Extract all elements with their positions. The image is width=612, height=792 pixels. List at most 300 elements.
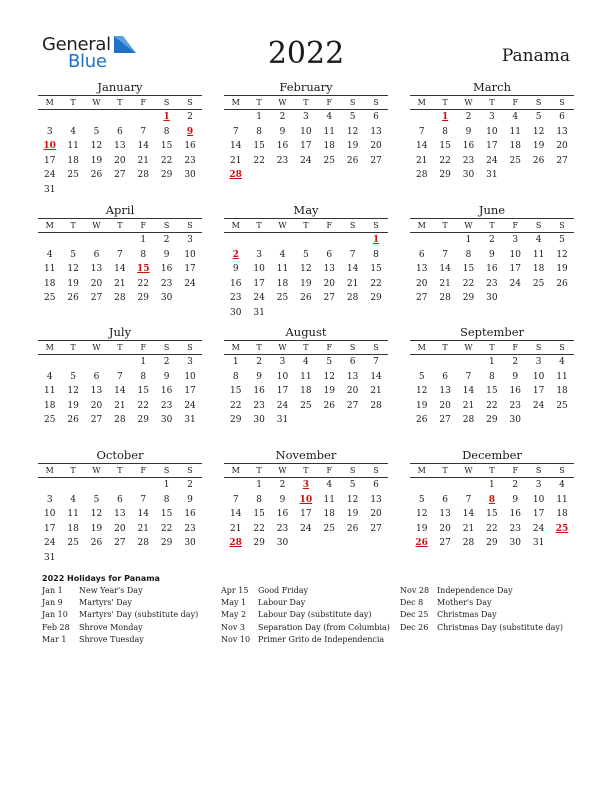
day-cell: 30 <box>253 415 265 426</box>
day-cell: 26 <box>67 415 79 426</box>
day-cell: 19 <box>556 264 568 275</box>
holiday-name: Christmas Day <box>437 610 497 620</box>
day-cell: 17 <box>509 264 521 275</box>
month-grid <box>410 340 574 428</box>
weekday-header: F <box>318 96 341 110</box>
day-cell: 9 <box>163 249 170 260</box>
holiday-day-cell: 28 <box>229 538 242 549</box>
day-cell: 2 <box>187 480 193 490</box>
empty-cell <box>294 233 317 248</box>
day-cell: 30 <box>184 538 196 549</box>
day-cell: 28 <box>439 293 451 304</box>
day-cell: 16 <box>160 264 173 275</box>
weekday-header: T <box>480 464 503 478</box>
day-cell: 7 <box>465 494 472 505</box>
weekday-header: W <box>457 219 480 233</box>
empty-cell <box>410 355 433 370</box>
empty-cell <box>108 233 131 248</box>
day-cell: 26 <box>90 170 103 181</box>
holiday-day-cell: 10 <box>43 141 56 152</box>
weekday-header: T <box>433 341 456 355</box>
day-cell: 1 <box>140 235 147 245</box>
day-cell: 16 <box>160 386 173 397</box>
day-cell: 19 <box>90 523 103 534</box>
day-cell: 13 <box>556 126 568 137</box>
weekday-header: T <box>294 96 317 110</box>
day-cell: 8 <box>256 494 262 505</box>
day-cell: 21 <box>462 523 475 534</box>
holiday-name: Separation Day (from Columbia) <box>258 622 390 632</box>
day-cell: 22 <box>253 155 265 166</box>
day-cell: 21 <box>462 400 475 411</box>
holiday-column <box>221 585 400 646</box>
day-cell: 14 <box>114 264 126 275</box>
day-cell: 3 <box>489 112 495 122</box>
day-cell: 11 <box>532 249 545 260</box>
day-cell: 7 <box>117 371 123 382</box>
month-october <box>38 448 202 566</box>
day-cell: 13 <box>370 494 382 505</box>
day-cell: 10 <box>300 126 312 137</box>
day-cell: 12 <box>415 509 428 520</box>
day-cell: 19 <box>300 278 312 289</box>
day-cell: 6 <box>117 494 123 505</box>
holiday-date: Nov 3 <box>221 622 245 632</box>
day-cell: 23 <box>509 400 521 411</box>
day-cell: 22 <box>137 278 149 289</box>
holiday-date: Jan 10 <box>42 610 68 620</box>
weekday-header: F <box>318 219 341 233</box>
day-cell: 23 <box>276 155 289 166</box>
weekday-header: F <box>504 219 527 233</box>
empty-cell <box>85 233 108 248</box>
day-cell: 19 <box>415 523 428 534</box>
day-cell: 2 <box>279 480 286 490</box>
day-cell: 22 <box>462 278 475 289</box>
day-cell: 8 <box>163 126 170 137</box>
day-cell: 16 <box>509 509 521 520</box>
day-cell: 29 <box>486 415 498 426</box>
day-cell: 26 <box>532 155 545 166</box>
holiday-name: Labour Day (substitute day) <box>258 610 372 620</box>
country-name: Panama <box>501 46 570 66</box>
day-cell: 24 <box>532 523 545 534</box>
weekday-header: M <box>410 341 433 355</box>
day-cell: 18 <box>43 278 56 289</box>
day-cell: 8 <box>489 371 495 382</box>
month-grid <box>410 463 574 551</box>
holidays-section <box>42 572 582 646</box>
day-cell: 19 <box>323 386 335 397</box>
weekday-header: S <box>550 464 573 478</box>
day-cell: 17 <box>532 386 545 397</box>
day-cell: 14 <box>229 141 242 152</box>
day-cell: 9 <box>279 494 286 505</box>
day-cell: 7 <box>140 494 147 505</box>
day-cell: 12 <box>532 126 545 137</box>
day-cell: 30 <box>229 307 242 318</box>
holiday-name: Primer Grito de Independencia <box>258 634 385 644</box>
day-cell: 18 <box>67 155 79 166</box>
month-december <box>410 448 574 551</box>
day-cell: 17 <box>184 386 196 397</box>
holiday-column <box>42 585 221 646</box>
day-cell: 8 <box>140 249 147 260</box>
weekday-header: W <box>271 219 294 233</box>
day-cell: 15 <box>370 264 382 275</box>
day-cell: 23 <box>486 278 498 289</box>
holiday-date: Mar 1 <box>42 634 67 644</box>
day-cell: 22 <box>370 278 382 289</box>
day-cell: 18 <box>556 509 568 520</box>
day-cell: 15 <box>486 509 498 520</box>
holiday-item <box>221 585 400 597</box>
day-cell: 31 <box>253 307 265 318</box>
day-cell: 2 <box>279 112 286 122</box>
day-cell: 3 <box>279 357 286 367</box>
day-cell: 9 <box>187 494 193 505</box>
day-cell: 5 <box>70 371 76 382</box>
day-cell: 9 <box>163 371 170 382</box>
day-cell: 2 <box>465 112 472 122</box>
day-cell: 19 <box>346 141 359 152</box>
day-cell: 20 <box>114 523 126 534</box>
day-cell: 5 <box>70 249 76 260</box>
day-cell: 23 <box>462 155 475 166</box>
weekday-header: M <box>410 96 433 110</box>
day-cell: 24 <box>253 293 265 304</box>
weekday-header: S <box>364 219 387 233</box>
day-cell: 20 <box>439 523 451 534</box>
day-cell: 5 <box>418 494 425 505</box>
day-cell: 4 <box>535 235 542 245</box>
holiday-name: New Year's Day <box>79 586 143 595</box>
day-cell: 15 <box>160 509 173 520</box>
day-cell: 11 <box>43 386 56 397</box>
day-cell: 14 <box>462 509 475 520</box>
month-name: February <box>279 80 333 94</box>
day-cell: 16 <box>184 141 196 152</box>
day-cell: 16 <box>462 141 475 152</box>
day-cell: 30 <box>160 293 173 304</box>
day-cell: 28 <box>114 293 126 304</box>
empty-cell <box>433 478 456 493</box>
weekday-header: S <box>550 96 573 110</box>
day-cell: 17 <box>43 155 56 166</box>
month-february <box>224 80 388 183</box>
weekday-header: M <box>224 341 247 355</box>
day-cell: 4 <box>46 249 53 260</box>
day-cell: 28 <box>462 415 475 426</box>
day-cell: 13 <box>90 386 103 397</box>
empty-cell <box>132 478 155 493</box>
day-cell: 7 <box>465 371 472 382</box>
weekday-header: T <box>247 219 270 233</box>
day-cell: 6 <box>442 494 448 505</box>
day-cell: 12 <box>556 249 568 260</box>
day-cell: 26 <box>90 538 103 549</box>
day-cell: 29 <box>370 293 382 304</box>
day-cell: 3 <box>187 357 193 367</box>
day-cell: 13 <box>114 141 126 152</box>
holiday-date: May 1 <box>221 598 247 608</box>
day-cell: 5 <box>93 494 100 505</box>
day-cell: 27 <box>556 155 568 166</box>
day-cell: 25 <box>509 155 521 166</box>
holiday-date: Apr 15 <box>221 586 249 595</box>
day-cell: 31 <box>486 170 498 181</box>
month-june <box>410 203 574 306</box>
day-cell: 25 <box>67 170 79 181</box>
day-cell: 12 <box>346 494 359 505</box>
weekday-header: S <box>341 341 364 355</box>
day-cell: 7 <box>349 249 356 260</box>
weekday-header: M <box>224 96 247 110</box>
month-name: September <box>459 325 525 339</box>
day-cell: 28 <box>114 415 126 426</box>
day-cell: 31 <box>43 552 56 563</box>
weekday-header: S <box>155 96 178 110</box>
day-cell: 30 <box>160 415 173 426</box>
day-cell: 24 <box>300 523 312 534</box>
holiday-item <box>42 609 221 621</box>
empty-cell <box>318 233 341 248</box>
day-cell: 7 <box>442 249 448 260</box>
day-cell: 21 <box>415 155 428 166</box>
day-cell: 7 <box>373 357 379 367</box>
day-cell: 15 <box>462 264 475 275</box>
holiday-item <box>42 597 221 609</box>
month-grid <box>38 463 202 566</box>
day-cell: 21 <box>114 278 126 289</box>
day-cell: 28 <box>370 400 382 411</box>
day-cell: 6 <box>117 126 123 137</box>
day-cell: 14 <box>439 264 451 275</box>
month-grid <box>224 463 388 551</box>
day-cell: 5 <box>349 480 356 490</box>
empty-cell <box>132 110 155 125</box>
holiday-day-cell: 8 <box>488 494 495 505</box>
day-cell: 3 <box>535 480 542 490</box>
weekday-header: M <box>410 464 433 478</box>
empty-cell <box>457 478 480 493</box>
day-cell: 6 <box>373 112 379 122</box>
day-cell: 3 <box>46 126 53 137</box>
weekday-header: M <box>38 219 61 233</box>
weekday-header: W <box>85 464 108 478</box>
day-cell: 11 <box>323 126 335 137</box>
weekday-header: W <box>85 341 108 355</box>
day-cell: 27 <box>439 415 451 426</box>
day-cell: 11 <box>556 494 568 505</box>
day-cell: 26 <box>346 155 359 166</box>
day-cell: 3 <box>187 235 193 245</box>
holiday-column <box>400 585 579 646</box>
empty-cell <box>224 233 247 248</box>
empty-cell <box>410 233 433 248</box>
day-cell: 12 <box>300 264 312 275</box>
holiday-day-cell: 10 <box>299 494 313 505</box>
empty-cell <box>457 355 480 370</box>
day-cell: 26 <box>415 415 428 426</box>
day-cell: 2 <box>512 357 519 367</box>
day-cell: 21 <box>370 386 382 397</box>
empty-cell <box>85 355 108 370</box>
day-cell: 26 <box>323 400 335 411</box>
day-cell: 27 <box>90 293 103 304</box>
day-cell: 20 <box>346 386 359 397</box>
day-cell: 30 <box>276 538 289 549</box>
day-cell: 9 <box>279 126 286 137</box>
day-cell: 29 <box>137 293 149 304</box>
day-cell: 25 <box>67 538 79 549</box>
month-grid <box>410 218 574 306</box>
empty-cell <box>38 355 61 370</box>
holiday-date: Dec 8 <box>400 598 424 608</box>
weekday-header: T <box>108 341 131 355</box>
day-cell: 13 <box>439 509 451 520</box>
day-cell: 1 <box>232 357 239 367</box>
weekday-header: M <box>38 464 61 478</box>
weekday-header: S <box>527 341 550 355</box>
day-cell: 2 <box>256 357 262 367</box>
day-cell: 17 <box>300 141 312 152</box>
day-cell: 3 <box>46 494 53 505</box>
holiday-day-cell: 9 <box>186 126 194 137</box>
day-cell: 21 <box>137 523 149 534</box>
holiday-day-cell: 2 <box>232 249 239 260</box>
day-cell: 10 <box>532 371 545 382</box>
holiday-day-cell: 1 <box>372 235 380 245</box>
day-cell: 15 <box>486 386 498 397</box>
day-cell: 27 <box>370 523 382 534</box>
day-cell: 3 <box>256 249 262 260</box>
day-cell: 9 <box>489 249 495 260</box>
empty-cell <box>108 478 131 493</box>
month-january <box>38 80 202 198</box>
holiday-item <box>42 585 221 597</box>
day-cell: 23 <box>509 523 521 534</box>
month-september <box>410 325 574 428</box>
day-cell: 12 <box>323 371 335 382</box>
day-cell: 11 <box>509 126 521 137</box>
day-cell: 5 <box>418 371 425 382</box>
day-cell: 26 <box>556 278 568 289</box>
weekday-header: F <box>132 464 155 478</box>
month-name: December <box>462 448 522 462</box>
empty-cell <box>85 110 108 125</box>
day-cell: 8 <box>140 371 147 382</box>
holiday-date: Jan 1 <box>42 586 63 595</box>
month-name: July <box>108 325 132 339</box>
day-cell: 26 <box>67 293 79 304</box>
weekday-header: T <box>294 219 317 233</box>
page-header <box>0 0 612 80</box>
logo-blue-text: Blue <box>68 51 107 72</box>
day-cell: 12 <box>415 386 428 397</box>
day-cell: 20 <box>323 278 335 289</box>
empty-cell <box>271 233 294 248</box>
day-cell: 6 <box>349 357 356 367</box>
holidays-title: 2022 Holidays for Panama <box>42 574 160 583</box>
weekday-header: T <box>247 341 270 355</box>
day-cell: 13 <box>90 264 103 275</box>
day-cell: 1 <box>465 235 472 245</box>
month-grid <box>224 340 388 428</box>
holiday-item <box>400 597 579 609</box>
weekday-header: S <box>155 464 178 478</box>
day-cell: 29 <box>439 170 451 181</box>
month-august <box>224 325 388 428</box>
weekday-header: W <box>271 96 294 110</box>
day-cell: 2 <box>163 357 170 367</box>
weekday-header: T <box>294 464 317 478</box>
weekday-header: F <box>132 96 155 110</box>
day-cell: 19 <box>415 400 428 411</box>
day-cell: 17 <box>276 386 289 397</box>
day-cell: 12 <box>67 264 79 275</box>
day-cell: 11 <box>67 141 79 152</box>
day-cell: 9 <box>465 126 472 137</box>
weekday-header: M <box>410 219 433 233</box>
day-cell: 25 <box>323 523 335 534</box>
day-cell: 9 <box>512 494 519 505</box>
day-cell: 15 <box>137 386 149 397</box>
day-cell: 21 <box>114 400 126 411</box>
day-cell: 27 <box>439 538 451 549</box>
day-cell: 9 <box>512 371 519 382</box>
day-cell: 20 <box>439 400 451 411</box>
weekday-header: S <box>364 96 387 110</box>
day-cell: 8 <box>256 126 262 137</box>
day-cell: 16 <box>276 509 289 520</box>
day-cell: 2 <box>489 235 495 245</box>
day-cell: 21 <box>229 523 242 534</box>
day-cell: 30 <box>509 538 521 549</box>
empty-cell <box>247 233 270 248</box>
day-cell: 13 <box>370 126 382 137</box>
weekday-header: W <box>85 96 108 110</box>
empty-cell <box>433 233 456 248</box>
empty-cell <box>85 478 108 493</box>
day-cell: 28 <box>137 538 149 549</box>
calendar-year: 2022 <box>267 36 345 71</box>
day-cell: 25 <box>532 278 545 289</box>
empty-cell <box>433 355 456 370</box>
holiday-day-cell: 25 <box>555 523 569 534</box>
weekday-header: T <box>61 96 84 110</box>
day-cell: 27 <box>370 155 382 166</box>
day-cell: 15 <box>253 141 265 152</box>
day-cell: 24 <box>300 155 312 166</box>
weekday-header: W <box>271 341 294 355</box>
day-cell: 18 <box>532 264 545 275</box>
day-cell: 20 <box>114 155 126 166</box>
month-name: March <box>473 80 511 94</box>
day-cell: 29 <box>486 538 498 549</box>
day-cell: 11 <box>556 371 568 382</box>
day-cell: 15 <box>229 386 242 397</box>
day-cell: 22 <box>160 155 173 166</box>
holiday-name: Shrove Tuesday <box>79 634 144 644</box>
holiday-name: Independence Day <box>437 586 513 595</box>
day-cell: 21 <box>439 278 451 289</box>
day-cell: 22 <box>486 400 498 411</box>
day-cell: 4 <box>279 249 286 260</box>
day-cell: 2 <box>163 235 170 245</box>
day-cell: 26 <box>300 293 312 304</box>
month-grid <box>410 95 574 183</box>
